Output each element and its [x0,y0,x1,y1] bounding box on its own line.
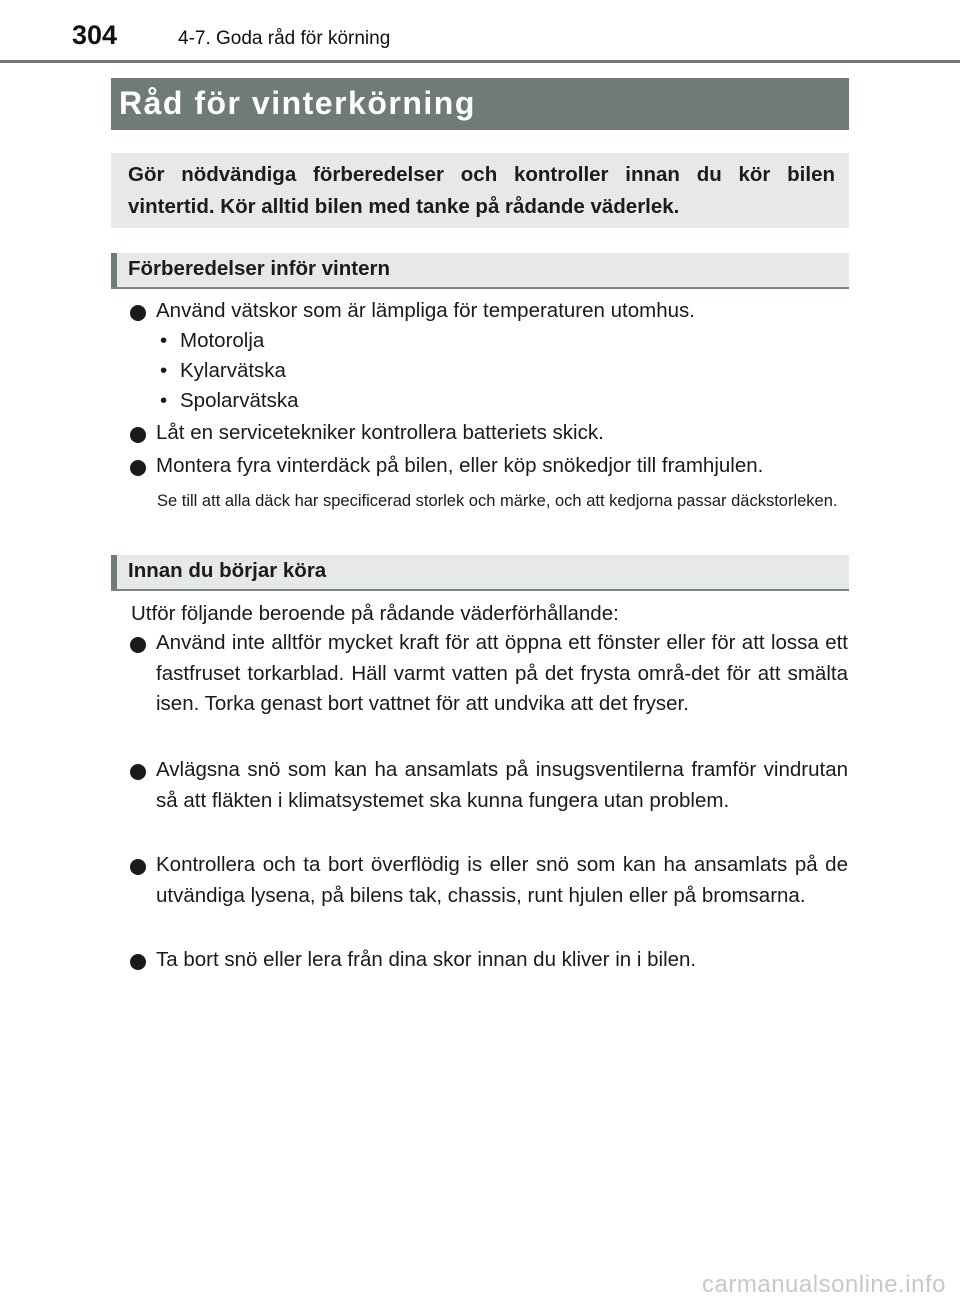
bullet-icon [130,460,146,476]
sub-list-item-text: Kylarvätska [180,359,286,382]
watermark: carmanualsonline.info [702,1271,946,1298]
list-item-text: Avlägsna snö som kan ha ansamlats på insugsventilerna framför vindrutan så att fläkten i klimatsystemet ska kunna fungera utan problem. [156,758,848,812]
section-heading-preparations [111,253,849,289]
list-item-text: Använd vätskor som är lämpliga för temperaturen utomhus. [156,299,695,322]
section-path: 4-7. Goda råd för körning [178,28,391,49]
sub-list-item-text: Motorolja [180,329,265,352]
bullet-icon [130,427,146,443]
heading-accent-bar [111,253,117,287]
list-item [130,755,848,816]
intro-text: Gör nödvändiga förberedelser och kontroller innan du kör bilen vintertid. Kör alltid bilen med tanke på rådande väderlek. [128,163,835,218]
sub-list-item [160,356,286,386]
bullet-icon [130,305,146,321]
sub-bullet-icon: • [160,329,168,352]
title-bar [111,78,849,130]
section-heading-label: Innan du börjar köra [128,559,327,582]
bullet-icon [130,859,146,875]
sub-bullet-icon: • [160,359,168,382]
list-item-text: Montera fyra vinterdäck på bilen, eller köp snökedjor till framhjulen. [156,454,764,477]
bullet-icon [130,764,146,780]
intro-box [111,153,849,228]
list-item [130,451,848,482]
page-number: 304 [72,20,118,50]
sub-bullet-icon: • [160,389,168,412]
bullet-icon [130,954,146,970]
list-item [130,850,848,911]
header-rule [0,60,960,63]
list-item [130,945,848,976]
section-heading-before-driving [111,555,849,591]
list-item [130,296,848,327]
heading-accent-bar [111,555,117,589]
sub-list-item-text: Spolarvätska [180,389,299,412]
note-text: Se till att alla däck har specificerad storlek och märke, och att kedjorna passar däckstorleken. [157,492,838,510]
list-item [130,418,848,449]
page-header [0,0,960,62]
list-item-text: Ta bort snö eller lera från dina skor innan du kliver in i bilen. [156,948,697,971]
list-item-text: Låt en servicetekniker kontrollera batteriets skick. [156,421,604,444]
section-heading-label: Förberedelser inför vintern [128,257,391,280]
sub-list-item [160,386,299,416]
list-item-text: Kontrollera och ta bort överflödig is eller snö som kan ha ansamlats på de utvändiga lysena, på bilens tak, chassis, runt hjulen eller på bromsarna. [156,853,848,907]
list-item [130,628,848,720]
bullet-icon [130,637,146,653]
sub-list-item [160,326,264,356]
lead-text: Utför följande beroende på rådande väderförhållande: [131,602,619,625]
list-item-text: Använd inte alltför mycket kraft för att öppna ett fönster eller för att lossa ett fastfruset torkarblad. Häll varmt vatten på det frysta områ-det för att smälta isen. Torka genast bort vattnet för att undvika att det fryser. [156,631,848,715]
page-title: Råd för vinterkörning [119,85,476,121]
